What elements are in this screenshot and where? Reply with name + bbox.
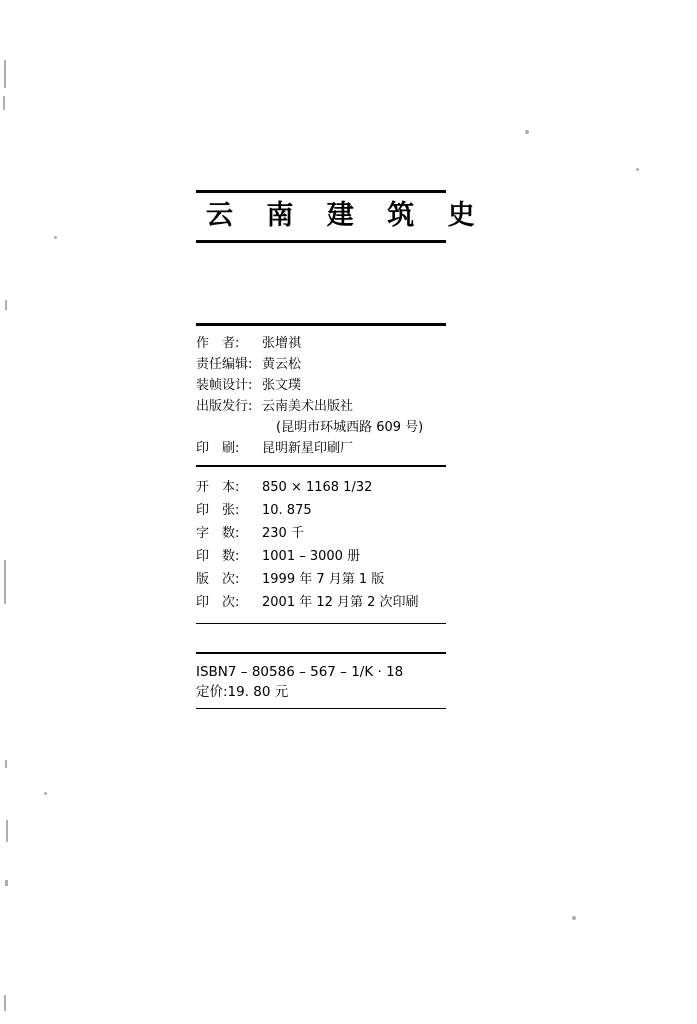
spec-row [196, 476, 446, 499]
spec-row [196, 522, 446, 545]
spec-value: 1999 年 7 月第 1 版 [262, 571, 385, 587]
isbn-gap [196, 624, 446, 652]
spec-value: 10. 875 [262, 502, 312, 518]
scan-speckle [3, 96, 5, 110]
credit-row [196, 354, 446, 375]
credit-label: 作 者: [196, 336, 240, 351]
title-rule-bottom [196, 240, 446, 243]
credit-value: 昆明新星印刷厂 [262, 441, 354, 456]
scan-speckle [4, 560, 6, 604]
title-block [196, 190, 487, 243]
scan-speckle [572, 916, 576, 920]
spec-label: 字 数: [196, 525, 240, 541]
spec-row [196, 499, 446, 522]
scan-speckle [44, 792, 47, 795]
credit-row [196, 396, 446, 417]
spec-label: 印 数: [196, 548, 240, 564]
isbn-rule-bottom [196, 708, 446, 710]
credits-block [196, 323, 446, 709]
scan-speckle [54, 236, 57, 239]
spec-value: 230 千 [262, 525, 304, 541]
scan-speckle [5, 880, 8, 886]
credit-label: 责任编辑: [196, 357, 253, 372]
credits-rows [196, 326, 446, 465]
scan-speckle [5, 300, 7, 310]
spec-value: 2001 年 12 月第 2 次印刷 [262, 594, 419, 610]
scan-speckle [4, 60, 6, 88]
scan-speckle [4, 995, 6, 1011]
scan-speckle [636, 168, 639, 171]
scan-speckle [525, 130, 529, 134]
spec-label: 开 本: [196, 479, 240, 495]
spec-label: 版 次: [196, 571, 240, 587]
price: 定价:19. 80 元 [196, 683, 289, 700]
credit-value: 张增祺 [262, 336, 302, 351]
credit-label: 印 刷: [196, 441, 240, 456]
isbn-code: ISBN7 – 80586 – 567 – 1/K · 18 [196, 663, 404, 680]
credit-value: 云南美术出版社 [262, 399, 354, 414]
colophon-page [196, 190, 487, 700]
spec-value: 1001 – 3000 册 [262, 548, 361, 564]
spec-row [196, 568, 446, 591]
spec-value: 850 × 1168 1/32 [262, 479, 373, 495]
credit-row [196, 417, 446, 438]
page-title: 云 南 建 筑 史 [206, 200, 487, 231]
spec-label: 印 次: [196, 594, 240, 610]
isbn-block [196, 654, 446, 708]
spec-label: 印 张: [196, 502, 240, 518]
credit-row [196, 375, 446, 396]
credit-value: (昆明市环城西路 609 号) [276, 420, 424, 435]
credit-label: 出版发行: [196, 399, 253, 414]
credit-value: 张文璞 [262, 378, 302, 393]
spec-row [196, 545, 446, 568]
credit-row [196, 333, 446, 354]
credit-label: 装帧设计: [196, 378, 253, 393]
scan-speckle [5, 760, 7, 768]
specs-rows [196, 467, 446, 623]
credit-value: 黄云松 [262, 357, 302, 372]
scan-speckle [6, 820, 8, 842]
spec-row [196, 591, 446, 614]
credit-row [196, 438, 446, 459]
